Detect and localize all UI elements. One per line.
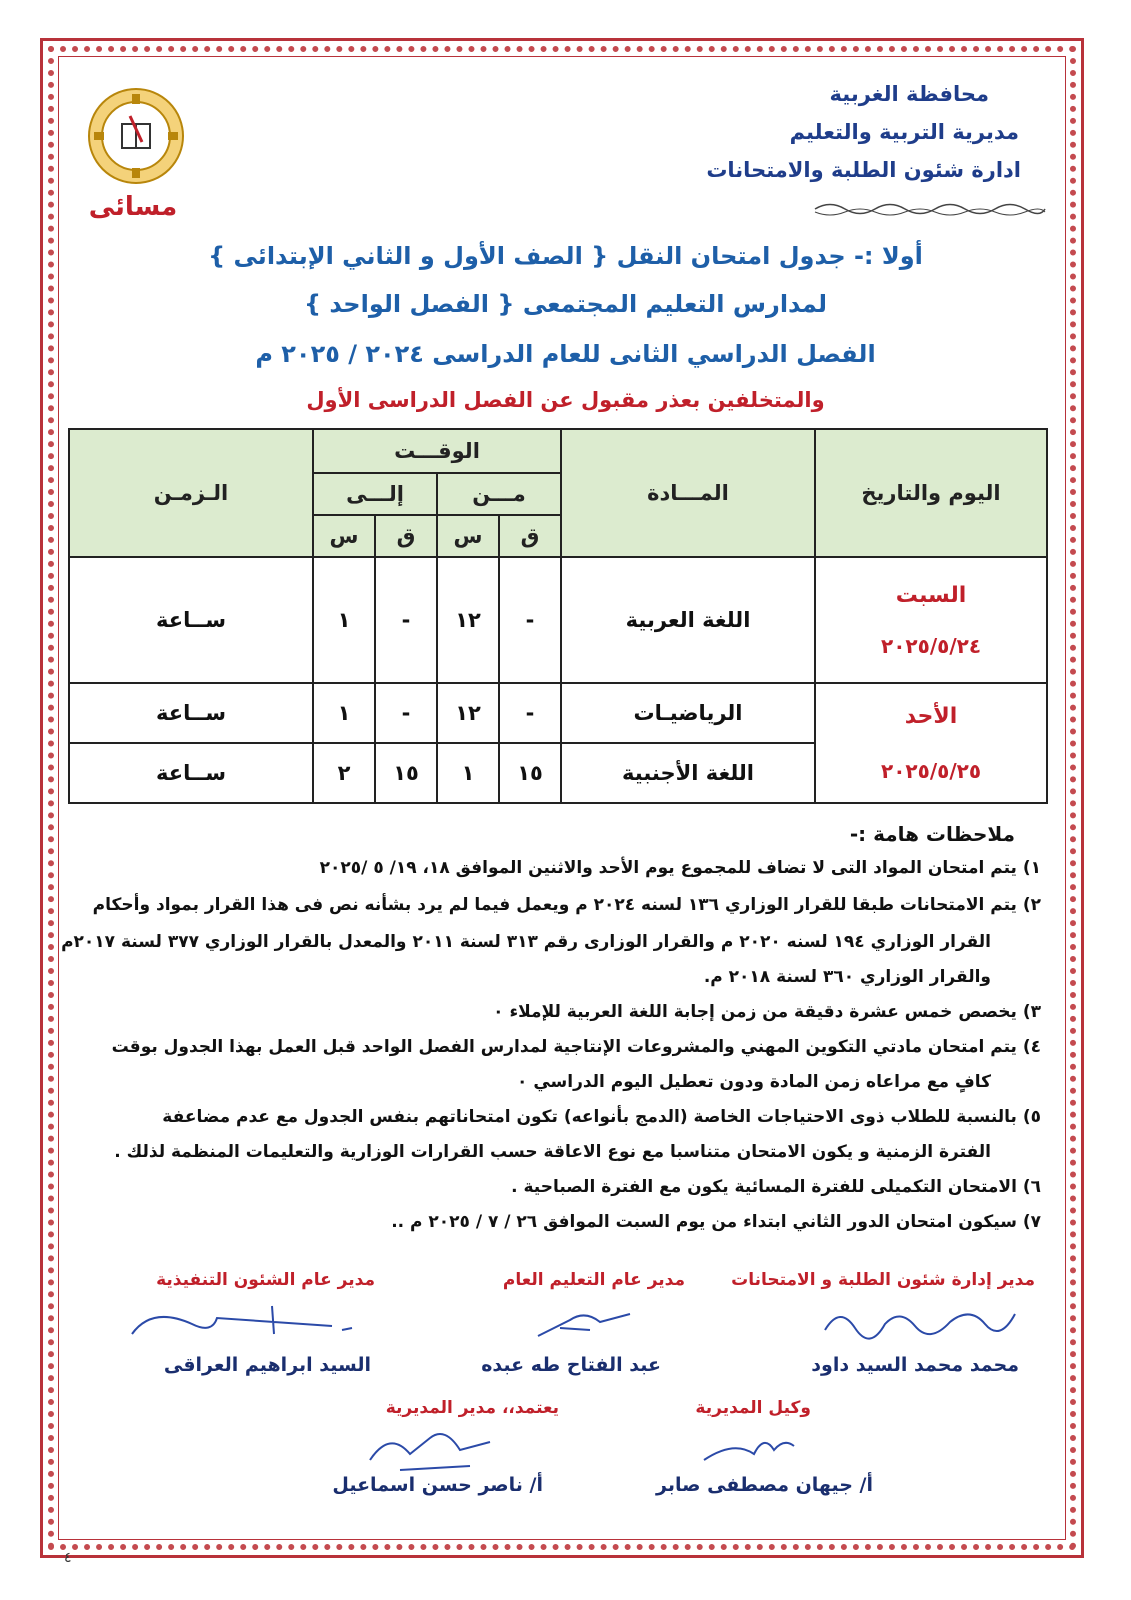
day-name: السبت [895, 582, 967, 608]
signature-name-general-education: عبد الفتاح طه عبده [481, 1354, 661, 1376]
title-line-1: أولا :- جدول امتحان النقل { الصف الأول و الثاني الإبتدائى } [208, 242, 923, 270]
table-row [69, 557, 1047, 683]
note-item: ٧) سيكون امتحان الدور الثاني ابتداء من يوم السبت الموافق ٢٦ / ٧ / ٢٠٢٥ م .. [391, 1212, 1041, 1232]
signature-title-executive-affairs: مدير عام الشئون التنفيذية [156, 1270, 375, 1290]
signature-title-deputy: وكيل المديرية [695, 1398, 811, 1418]
day-date: ٢٠٢٥/٥/٢٥ [880, 758, 982, 783]
header-from-hour: س [437, 515, 499, 557]
ornament-divider [810, 200, 1050, 218]
exam-schedule-table [68, 428, 1048, 804]
note-item: ٤) يتم امتحان مادتي التكوين المهني والمشروعات الإنتاجية لمدارس الفصل الواحد قبل العمل بهذا الجدول بوقت [111, 1037, 1041, 1057]
note-item: ١) يتم امتحان المواد التى لا تضاف للمجموع يوم الأحد والاثنين الموافق ١٨، ١٩/ ٥ /٢٠٢٥ [319, 858, 1041, 878]
note-item: ٢) يتم الامتحانات طبقا للقرار الوزاري ١٣٦ لسنه ٢٠٢٤ م ويعمل فيما لم يرد بشأنه نص فى هذا القرار بمواد وأحكام [92, 895, 1041, 915]
handwritten-signature [360, 1420, 500, 1480]
title-line-2: لمدارس التعليم المجتمعى { الفصل الواحد } [303, 290, 828, 318]
handwritten-signature [530, 1300, 640, 1344]
handwritten-signature [122, 1300, 372, 1344]
note-item: الفترة الزمنية و يكون الامتحان متناسبا مع نوع الاعاقة حسب القرارات الوزارية والتعليمات المنظمة لذلك . [114, 1142, 991, 1162]
header-day-date: اليوم والتاريخ [815, 429, 1047, 557]
from-minute-cell: - [499, 557, 561, 683]
header-subject: المـــادة [561, 429, 815, 557]
header-from: مـــن [437, 473, 561, 515]
title-line-3: الفصل الدراسي الثانى للعام الدراسى ٢٠٢٤ / ٢٠٢٥ م [255, 340, 876, 368]
from-hour-cell: ١٢ [437, 683, 499, 743]
note-item: القرار الوزاري ١٩٤ لسنه ٢٠٢٠ م والقرار الوزارى رقم ٣١٣ لسنة ٢٠١١ والمعدل بالقرار الوزاري ٣٧٧ لسنة ٢٠١٧م [61, 932, 991, 952]
note-item: كافٍ مع مراعاه زمن المادة ودون تعطيل اليوم الدراسي ٠ [517, 1072, 991, 1092]
from-minute-cell: - [499, 683, 561, 743]
note-item: والقرار الوزاري ٣٦٠ لسنة ٢٠١٨ م. [703, 967, 991, 987]
from-hour-cell: ١٢ [437, 557, 499, 683]
subject-cell: اللغة العربية [561, 557, 815, 683]
duration-cell: ســاعة [69, 683, 313, 743]
to-minute-cell: - [375, 557, 437, 683]
header-from-minute: ق [499, 515, 561, 557]
subject-cell: اللغة الأجنبية [561, 743, 815, 803]
header-to: إلـــى [313, 473, 437, 515]
header-to-minute: ق [375, 515, 437, 557]
signature-name-executive-affairs: السيد ابراهيم العراقى [163, 1354, 371, 1376]
day-cell [815, 557, 1047, 683]
shift-label: مسائى [88, 192, 178, 222]
to-hour-cell: ٢ [313, 743, 375, 803]
signature-name-students-affairs: محمد محمد السيد داود [811, 1354, 1019, 1376]
directorate-logo [86, 86, 186, 186]
to-minute-cell: - [375, 683, 437, 743]
day-name: الأحد [904, 703, 958, 729]
day-date: ٢٠٢٥/٥/٢٤ [880, 633, 982, 658]
duration-cell: ســاعة [69, 743, 313, 803]
from-hour-cell: ١ [437, 743, 499, 803]
department-label: ادارة شئون الطلبة والامتحانات [706, 158, 1021, 182]
signature-name-deputy: أ/ جيهان مصطفى صابر [656, 1474, 873, 1496]
from-minute-cell: ١٥ [499, 743, 561, 803]
page-number: ٤ [64, 1550, 72, 1566]
signature-title-general-education: مدير عام التعليم العام [502, 1270, 685, 1290]
note-item: ٦) الامتحان التكميلى للفترة المسائية يكون مع الفترة الصباحية . [511, 1177, 1041, 1197]
handwritten-signature [694, 1420, 804, 1470]
table-row [69, 683, 1047, 743]
signature-name-director: أ/ ناصر حسن اسماعيل [332, 1474, 543, 1496]
to-hour-cell: ١ [313, 683, 375, 743]
title-line-4: والمتخلفين بعذر مقبول عن الفصل الدراسى الأول [306, 388, 825, 412]
signature-title-students-affairs: مدير إدارة شئون الطلبة و الامتحانات [731, 1270, 1035, 1290]
notes-heading: ملاحظات هامة :- [849, 822, 1015, 846]
header-duration: الـزمـن [69, 429, 313, 557]
header-time: الوقـــت [313, 429, 561, 473]
signature-title-director: يعتمد،، مدير المديرية [385, 1398, 559, 1418]
note-item: ٣) يخصص خمس عشرة دقيقة من زمن إجابة اللغة العربية للإملاء ٠ [493, 1002, 1041, 1022]
handwritten-signature [820, 1300, 1020, 1344]
subject-cell: الرياضيـات [561, 683, 815, 743]
duration-cell: ســاعة [69, 557, 313, 683]
directorate-label: مديرية التربية والتعليم [789, 120, 1019, 144]
to-minute-cell: ١٥ [375, 743, 437, 803]
to-hour-cell: ١ [313, 557, 375, 683]
header-to-hour: س [313, 515, 375, 557]
note-item: ٥) بالنسبة للطلاب ذوى الاحتياجات الخاصة (الدمج بأنواعه) تكون امتحاناتهم بنفس الجدول مع عدم مضاعفة [162, 1107, 1041, 1127]
day-cell [815, 683, 1047, 803]
governorate-label: محافظة الغربية [829, 82, 989, 106]
